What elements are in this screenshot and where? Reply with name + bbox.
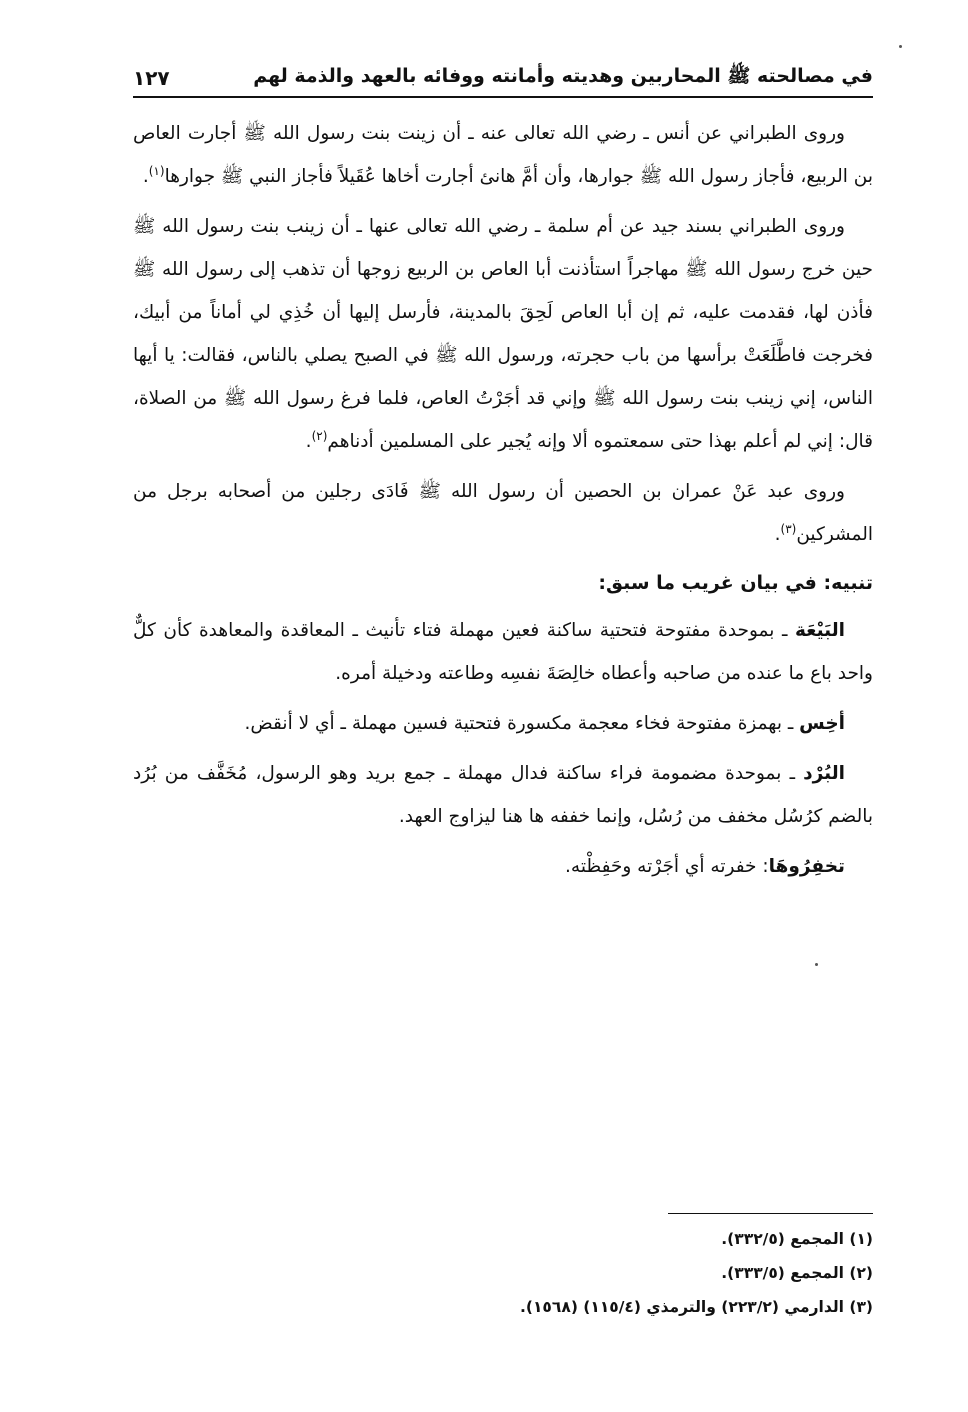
footnote-separator (668, 1213, 873, 1214)
scan-speck (899, 45, 902, 48)
book-page (133, 0, 873, 1412)
paragraph-tabarani-umm-salama (133, 205, 873, 463)
footnote-3: (٣) الدارمي (٢٢٣/٢) والترمذي (١١٥/٤) (١٥٦٨). (519, 1298, 873, 1316)
glossary-definition: ـ بموحدة مضمومة فراء ساكنة فدال مهملة ـ جمع بريد وهو الرسول، مُخَفَّف من بُرُد بالضم كرُسُل مخفف من رُسُل، وإنما خففه ها هنا ليزاوج العهد. (133, 763, 873, 827)
glossary-definition: ـ بموحدة مفتوحة فتحتية ساكنة فعين مهملة فتاء تأنيث ـ المعاقدة والمعاهدة كأن كلٌّ واحد باع ما عنده من صاحبه وأعطاه خالِصَةَ نفسِه وطاعته ودخيلة أمره. (133, 620, 873, 684)
footnote-2: (٢) المجمع (٣٣٣/٥). (721, 1264, 873, 1282)
glossary-definition: ـ بهمزة مفتوحة فخاء معجمة مكسورة فتحتية فسين مهملة ـ أي لا أنقض. (244, 713, 800, 734)
paragraph-end: . (142, 166, 149, 187)
paragraph-text: وروى عبد عَنْ عمران بن الحصين أن رسول الله ﷺ فَادَى رجلين من أصحابه برجل من المشركين (133, 481, 873, 545)
footnote-ref-3: (٣) (780, 521, 797, 536)
footnote-ref-1: (١) (148, 163, 165, 178)
running-header (133, 60, 873, 98)
glossary-entry (133, 702, 873, 745)
glossary-definition: : خفرته أي أجَرْته وحَفِظْته. (565, 856, 769, 877)
footnotes (133, 1213, 873, 1324)
paragraph-tabarani-anas (133, 112, 873, 198)
glossary-term: تخفِرُوهَا (768, 856, 845, 877)
paragraph-end: . (774, 524, 781, 545)
paragraph-imran (133, 470, 873, 556)
paragraph-end: . (305, 431, 312, 452)
footnote-ref-2: (٢) (311, 428, 328, 443)
glossary-entry (133, 752, 873, 838)
glossary-term: البَيْعَة (794, 620, 845, 641)
running-title: في مصالحته ﷺ المحاربين وهديته وأمانته ووفائه بالعهد والذمة لهم (253, 65, 873, 87)
footnote-1: (١) المجمع (٣٣٢/٥). (721, 1230, 873, 1248)
section-heading: تنبيه: في بيان غريب ما سبق: (598, 572, 873, 594)
page-number: ١٢٧ (133, 66, 170, 90)
scan-speck (815, 963, 818, 966)
glossary-term: البُرْد (803, 763, 845, 784)
main-text (133, 112, 873, 895)
glossary-entry (133, 845, 873, 888)
glossary-term: أخِس (799, 713, 845, 734)
paragraph-text: وروى الطبراني بسند جيد عن أم سلمة ـ رضي الله تعالى عنها ـ أن زينب بنت رسول الله ﷺ حين خرج رسول الله ﷺ مهاجراً استأذنت أبا العاص بن الربيع زوجها أن تذهب إلى رسول الله ﷺ فأذن لها، فقدمت عليه، ثم إن أبا العاص لَحِقَ بالمدينة، فأرسل إليها أن خُذِي لي أماناً من أبيك، فخرجت فاطَّلَعَتْ برأسها من باب حجرته، ورسول الله ﷺ في الصبح يصلي بالناس، فقالت: يا أيها الناس، إني زينب بنت رسول الله ﷺ وإني قد أجَرْتُ العاص، فلما فرغ رسول الله ﷺ من الصلاة، قال: إني لم أعلم بهذا حتى سمعتموه ألا وإنه يُجير على المسلمين أدناهم (133, 216, 873, 452)
paragraph-text: وروى الطبراني عن أنس ـ رضي الله تعالى عنه ـ أن زينت بنت رسول الله ﷺ أجارت العاص بن الربيع، فأجاز رسول الله ﷺ جوارها، وأن أمَّ هانئ أجارت أخاها عُقَيلاً فأجاز النبي ﷺ جوارها (133, 123, 873, 187)
glossary-entry (133, 609, 873, 695)
